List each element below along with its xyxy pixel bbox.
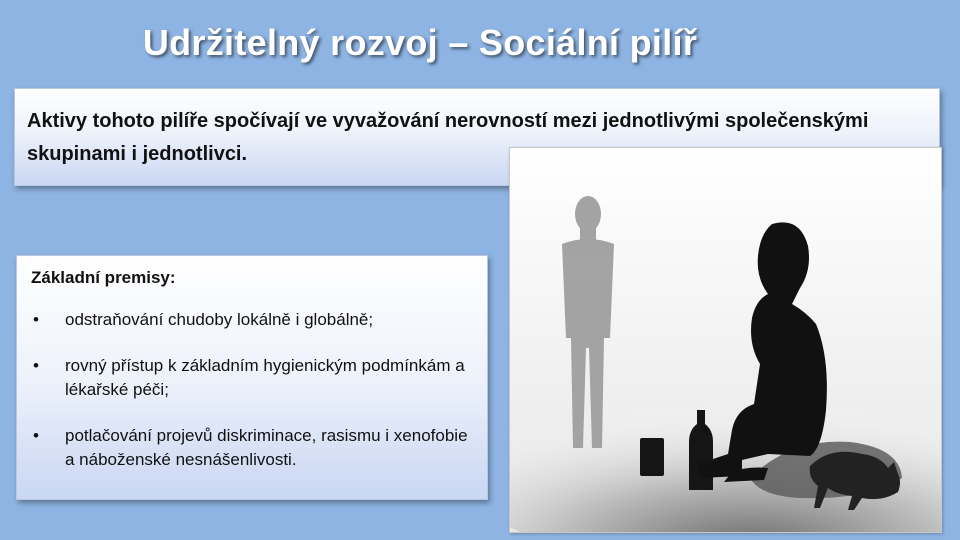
list-item-text: odstraňování chudoby lokálně i globálně;: [65, 310, 374, 329]
lead-text: Aktivy tohoto pilíře spočívají ve vyvažování nerovností mezi jednotlivými společenskými skupinami i jednotlivci.: [27, 110, 869, 165]
premisy-list: [29, 308, 479, 472]
bullet-icon: •: [33, 426, 39, 445]
cup-icon: [640, 438, 664, 476]
slide-title: Udržitelný rozvoj – Sociální pilíř: [142, 22, 698, 63]
list-item: [29, 354, 479, 402]
bullet-icon: •: [33, 356, 39, 375]
homeless-person-illustration: [509, 147, 942, 533]
list-item-text: rovný přístup k základním hygienickým podmínkám a lékařské péči;: [65, 356, 465, 399]
list-item-text: potlačování projevů diskriminace, rasismu i xenofobie a náboženské nesnášenlivosti.: [65, 426, 468, 469]
list-item: [29, 424, 479, 472]
premisy-box: [16, 255, 488, 500]
premisy-heading: Základní premisy:: [31, 268, 176, 287]
bullet-icon: •: [33, 310, 39, 329]
list-item: [29, 308, 479, 332]
